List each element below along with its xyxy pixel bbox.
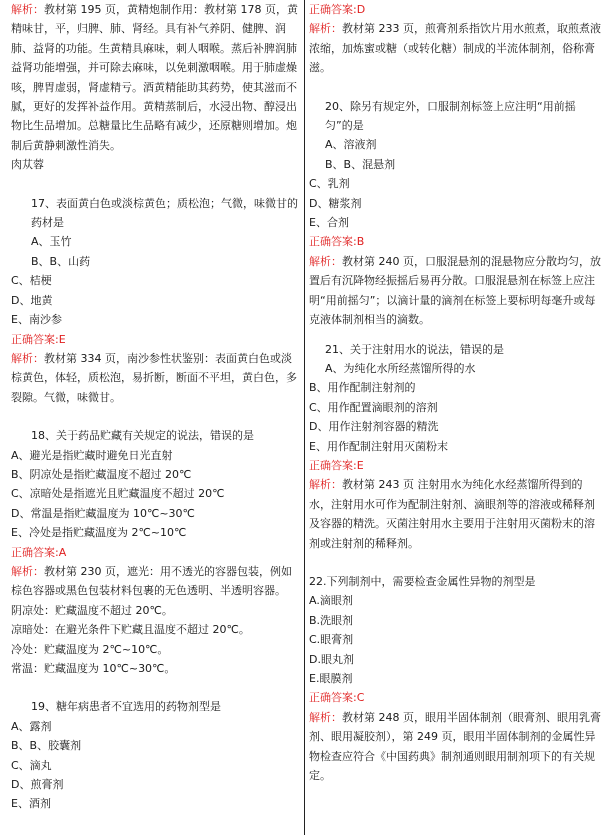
answer-value: A [58, 545, 67, 559]
option-d: D、地黄 [11, 293, 53, 307]
option-c: C、凉暗处是指遮光且贮藏温度不超过 20℃ [11, 487, 225, 501]
question-18-stem: 18、关于药品贮藏有关规定的说法，错误的是 [31, 429, 254, 443]
note-line: 常温：贮藏温度为 10℃~30℃。 [11, 662, 176, 675]
answer-q22 [309, 688, 601, 707]
stray-text: 肉苁蓉 [11, 158, 44, 172]
explanation-label: 解析： [11, 564, 44, 578]
answer-q18 [11, 543, 301, 562]
option-c: C、用作配置滴眼剂的溶剂 [309, 400, 438, 414]
option-b: B、B、混悬剂 [325, 157, 396, 171]
option-b: B、B、山药 [31, 254, 91, 268]
option-d: D、煎膏剂 [11, 778, 64, 792]
option-a: A.滴眼剂 [309, 594, 353, 608]
answer-q19 [309, 0, 601, 19]
option-e: E、冷处是指贮藏温度为 2℃~10℃ [11, 526, 187, 540]
option-a: A、避光是指贮藏时避免日光直射 [11, 448, 173, 462]
question-19-stem: 19、糖年病患者不宜选用的药物剂型是 [31, 700, 221, 714]
explanation-text: 教材第 233 页，煎膏剂系指饮片用水煎煮，取煎煮液浓缩，加炼蜜或糖（或转化糖）制成的半流体制剂，俗称膏滋。 [309, 22, 601, 75]
explanation-label: 解析： [11, 351, 44, 365]
option-e: E、用作配制注射用灭菌粉末 [309, 439, 448, 453]
explanation-q21 [309, 475, 601, 553]
answer-value: D [356, 3, 366, 16]
option-a: A、玉竹 [31, 235, 72, 249]
answer-value: E [356, 458, 364, 472]
option-d: D、用作注射剂容器的精洗 [309, 420, 439, 434]
note-line: 凉暗处：在避光条件下贮藏且温度不超过 20℃。 [11, 623, 250, 637]
option-d: D、糖浆剂 [309, 196, 362, 210]
option-e: E.眼膜剂 [309, 672, 353, 685]
option-a: A、溶液剂 [325, 138, 377, 152]
option-d: D.眼丸剂 [309, 652, 354, 666]
option-a: A、为纯化水所经蒸馏所得的水 [325, 361, 476, 375]
option-b: B、用作配制注射剂的 [309, 381, 416, 395]
explanation-text: 教材第 240 页，口服混悬剂的混悬物应分散均匀，放置后有沉降物经振摇后易再分散。口服混悬剂在标签上应注明“用前摇匀”；以滴计量的滴剂在标签上要标明每毫升或每克液体制剂相当的滴数。 [309, 254, 601, 327]
explanation-text: 教材第 243 页 注射用水为纯化水经蒸馏所得到的水，注射用水可作为配制注射剂、滴眼剂等的溶液或稀释剂及容器的精洗。灭菌注射用水主要用于注射用灭菌粉末的溶剂或注射剂的稀释剂。 [309, 478, 595, 550]
answer-label: 正确答案: [11, 545, 59, 559]
option-b: B、阴凉处是指贮藏温度不超过 20℃ [11, 467, 192, 481]
option-c: C.眼膏剂 [309, 633, 354, 647]
answer-value: B [356, 235, 365, 249]
option-c: C、乳剂 [309, 177, 350, 191]
question-22-stem: 22.下列制剂中，需要检查金属性异物的剂型是 [309, 574, 536, 588]
option-d: D、常温是指贮藏温度为 10℃~30℃ [11, 506, 195, 520]
option-e: E、合剂 [309, 216, 349, 230]
option-b: B、B、胶囊剂 [11, 739, 82, 753]
explanation-q16 [11, 0, 301, 155]
option-e: E、南沙参 [11, 313, 62, 327]
option-e: E、酒剂 [11, 797, 51, 811]
explanation-label: 解析： [309, 710, 342, 724]
question-20-stem: 20、除另有规定外，口服制剂标签上应注明“用前摇匀”的是 [325, 99, 576, 133]
explanation-text: 教材第 230 页，遮光：用不透光的容器包装，例如棕色容器或黑色包装材料包裹的无色透明、半透明容器。 [11, 564, 292, 598]
answer-label: 正确答案: [11, 332, 59, 346]
explanation-text: 教材第 195 页，黄精炮制作用：教材第 178 页，黄精味甘，平，归脾、肺、肾经。具有补气养阴、健脾、润肺、益肾的功能。生黄精具麻味，刺人咽喉。蒸后补脾润肺益肾功能增强，并可除去麻味，以免刺激咽喉。用于肺虚燥咳，脾胃虚弱，肾虚精亏。酒黄精能助其药势，使其滋而不腻，更好的发挥补益作用。黄精蒸制后，水浸出物、醇浸出物比生品增加。总糖量比生品略有减少，还原糖则增加。炮制后黄静刺激性消失。 [11, 3, 298, 152]
answer-label: 正确答案: [309, 691, 357, 705]
explanation-q19 [309, 19, 601, 77]
note-line: 冷处：贮藏温度为 2℃~10℃。 [11, 642, 169, 656]
explanation-text: 教材第 248 页，眼用半固体制剂（眼膏剂、眼用乳膏剂、眼用凝胶剂），第 249 页，眼用半固体制剂的金属性异物检查应符合《中国药典》制剂通则眼用制剂项下的有关规定。 [309, 710, 601, 783]
explanation-label: 解析： [309, 478, 342, 492]
answer-q20 [309, 232, 601, 251]
explanation-q22 [309, 708, 601, 786]
option-b: B.洗眼剂 [309, 613, 354, 627]
option-c: C、桔梗 [11, 274, 52, 288]
explanation-label: 解析： [309, 254, 342, 268]
answer-q21 [309, 456, 601, 475]
note-line: 阴凉处：贮藏温度不超过 20℃。 [11, 603, 173, 617]
explanation-text: 教材第 334 页，南沙参性状鉴别：表面黄白色或淡棕黄色，体轻，质松泡，易折断，断面不平坦，黄白色，多裂隙。气微，味微甘。 [11, 351, 297, 404]
answer-label: 正确答案: [309, 458, 357, 472]
answer-label: 正确答案: [309, 235, 357, 249]
explanation-q18 [11, 562, 301, 601]
explanation-label: 解析： [309, 22, 342, 36]
question-21-stem: 21、关于注射用水的说法，错误的是 [325, 342, 504, 356]
explanation-label: 解析： [11, 3, 44, 16]
option-c: C、滴丸 [11, 758, 52, 772]
question-17-stem: 17、表面黄白色或淡棕黄色；质松泡；气微，味微甘的药材是 [31, 196, 298, 230]
answer-value: C [356, 691, 365, 705]
answer-label: 正确答案: [309, 3, 357, 16]
right-column [309, 0, 601, 835]
left-column [11, 0, 301, 835]
answer-q17 [11, 330, 301, 349]
explanation-q17 [11, 349, 301, 407]
column-divider [304, 0, 305, 835]
option-a: A、露剂 [11, 719, 52, 733]
explanation-q20 [309, 252, 601, 330]
answer-value: E [58, 332, 66, 346]
